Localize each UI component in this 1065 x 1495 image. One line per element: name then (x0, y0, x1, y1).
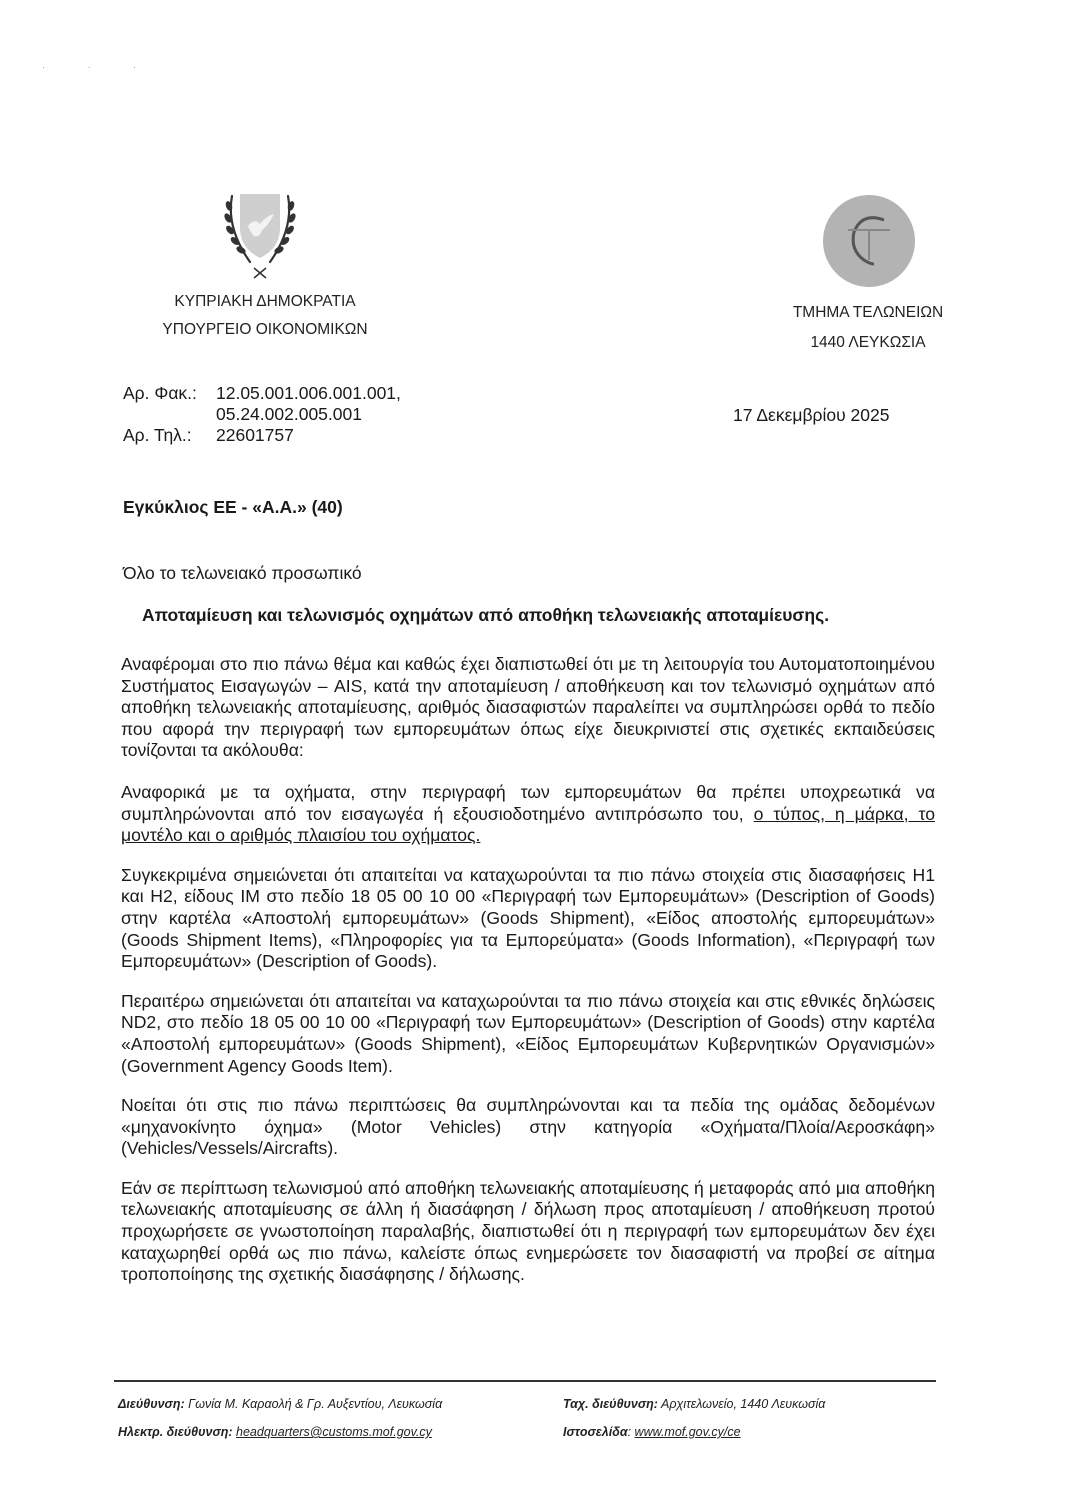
postal-label: Ταχ. διεύθυνση: (563, 1397, 658, 1411)
address-label: Διεύθυνση: (118, 1397, 185, 1411)
customs-department-seal-icon (822, 194, 916, 288)
department-block (778, 298, 958, 358)
recipient: Όλο το τελωνειακό προσωπικό (123, 563, 362, 583)
paragraph-1: Αναφέρομαι στο πιο πάνω θέμα και καθώς έχει διαπιστωθεί ότι με τη λειτουργία του Αυτοματοποιημένου Συστήματος Εισαγωγών – AIS, κατά την αποταμίευση / αποθήκευση και τον τελωνισμό οχημάτων από αποθήκη τελωνειακής αποταμίευσης, αριθμός διασαφιστών παραλείπει να συμπληρώσει ορθά το πεδίο που αφορά την περιγραφή των εμπορευμάτων όπως είχε διευκρινιστεί στις σχετικές εκπαιδεύσεις τονίζονται τα ακόλουθα: (121, 654, 935, 761)
paragraph-2 (121, 782, 935, 847)
paragraph-5: Νοείται ότι στις πιο πάνω περιπτώσεις θα συμπληρώνονται και τα πεδία της ομάδας δεδομένων «μηχανοκίνητο όχημα» (Motor Vehicles) στην κατηγορία «Οχήματα/Πλοία/Αεροσκάφη» (Vehicles/Vessels/Aircrafts). (121, 1095, 935, 1159)
paragraph-3: Συγκεκριμένα σημειώνεται ότι απαιτείται να καταχωρούνται τα πιο πάνω στοιχεία στις διασαφήσεις Η1 και Η2, είδους IM στο πεδίο 18 05 00 10 00 «Περιγραφή των Εμπορευμάτων» (Description of Goods) στην καρτέλα «Αποστολή εμπορευμάτων» (Goods Shipment), «Είδος αποστολής εμπορευμάτων» (Goods Shipment Items), «Πληροφορίες για τα Εμπορεύματα» (Goods Information), «Περιγραφή των Εμπορευμάτων» (Description of Goods). (121, 864, 935, 972)
ministry-block (120, 288, 410, 344)
postal-value: Αρχιτελωνείο, 1440 Λευκωσία (661, 1397, 826, 1411)
website-label: Ιστοσελίδα (563, 1425, 628, 1439)
paragraph-6: Εάν σε περίπτωση τελωνισμού από αποθήκη τελωνειακής αποταμίευσης ή μεταφοράς από μια αποθήκη τελωνειακής αποταμίευσης σε άλλη ή διασάφηση / δήλωση προς αποταμίευση / αποθήκευση προτού προχωρήσετε σε γνωστοποίηση παραλαβής, διαπιστωθεί ότι η περιγραφή των εμπορευμάτων δεν έχει καταχωρηθεί ορθά ως πιο πάνω, καλείστε όπως ενημερώσετε τον διασαφιστή να προβεί σε αίτημα τροποποίησης της σχετικής διασάφησης / δήλωσης. (121, 1177, 935, 1285)
paragraph-4: Περαιτέρω σημειώνεται ότι απαιτείται να καταχωρούνται τα πιο πάνω στοιχεία και στις εθνικές δηλώσεις ND2, στο πεδίο 18 05 00 10 00 «Περιγραφή των Εμπορευμάτων» (Description of Goods) στην καρτέλα «Αποστολή εμπορευμάτων» (Goods Shipment), «Είδος Εμπορευμάτων Κυβερνητικών Οργανισμών» (Government Agency Goods Item). (121, 990, 935, 1076)
file-number-label: Αρ. Φακ.: (123, 383, 197, 403)
footer-left (118, 1390, 442, 1446)
email-link[interactable]: headquarters@customs.mof.gov.cy (236, 1425, 432, 1439)
file-number-2: 05.24.002.005.001 (216, 404, 362, 424)
file-number-1: 12.05.001.006.001.001, (216, 383, 401, 403)
circular-title: Εγκύκλιος ΕΕ - «Α.Α.» (40) (123, 497, 343, 517)
ministry-name: ΥΠΟΥΡΓΕΙΟ ΟΙΚΟΝΟΜΙΚΩΝ (162, 321, 368, 338)
department-city: 1440 ΛΕΥΚΩΣΙΑ (810, 334, 926, 351)
address-value: Γωνία Μ. Καραολή & Γρ. Αυξεντίου, Λευκωσία (188, 1397, 443, 1411)
letter-body (121, 654, 935, 1304)
paragraph-2-emphasis: ο τύπος, η μάρκα, το μοντέλο και ο αριθμός πλαισίου του οχήματος. (121, 803, 935, 846)
letter-date: 17 Δεκεμβρίου 2025 (733, 405, 890, 425)
phone-number: 22601757 (216, 425, 294, 445)
email-label: Ηλεκτρ. διεύθυνση: (118, 1425, 233, 1439)
cyprus-coat-of-arms-icon (210, 188, 310, 280)
footer-right: Ταχ. διεύθυνση: Αρχιτελωνείο, 1440 Λευκωσία Ιστοσελίδα: www.mof.gov.cy/ce (563, 1397, 826, 1439)
paragraph-2-text: Αναφορικά με τα οχήματα, στην περιγραφή των εμπορευμάτων θα πρέπει υποχρεωτικά να συμπληρώνονται από τον εισαγωγέα ή εξουσιοδοτημένο αντιπρόσωπο του, (121, 781, 935, 824)
department-name: ΤΜΗΜΑ ΤΕΛΩΝΕΙΩΝ (792, 304, 944, 321)
website-link[interactable]: www.mof.gov.cy/ce (634, 1425, 741, 1439)
footer-divider (114, 1380, 936, 1382)
republic-name: ΚΥΠΡΙΑΚΗ ΔΗΜΟΚΡΑΤΙΑ (174, 293, 356, 310)
subject-heading: Αποταμίευση και τελωνισμός οχημάτων από αποθήκη τελωνειακής αποταμίευσης. (142, 605, 830, 625)
scan-artifact: · · · (42, 62, 156, 72)
phone-label: Αρ. Τηλ.: (123, 425, 192, 445)
reference-block (123, 383, 401, 446)
